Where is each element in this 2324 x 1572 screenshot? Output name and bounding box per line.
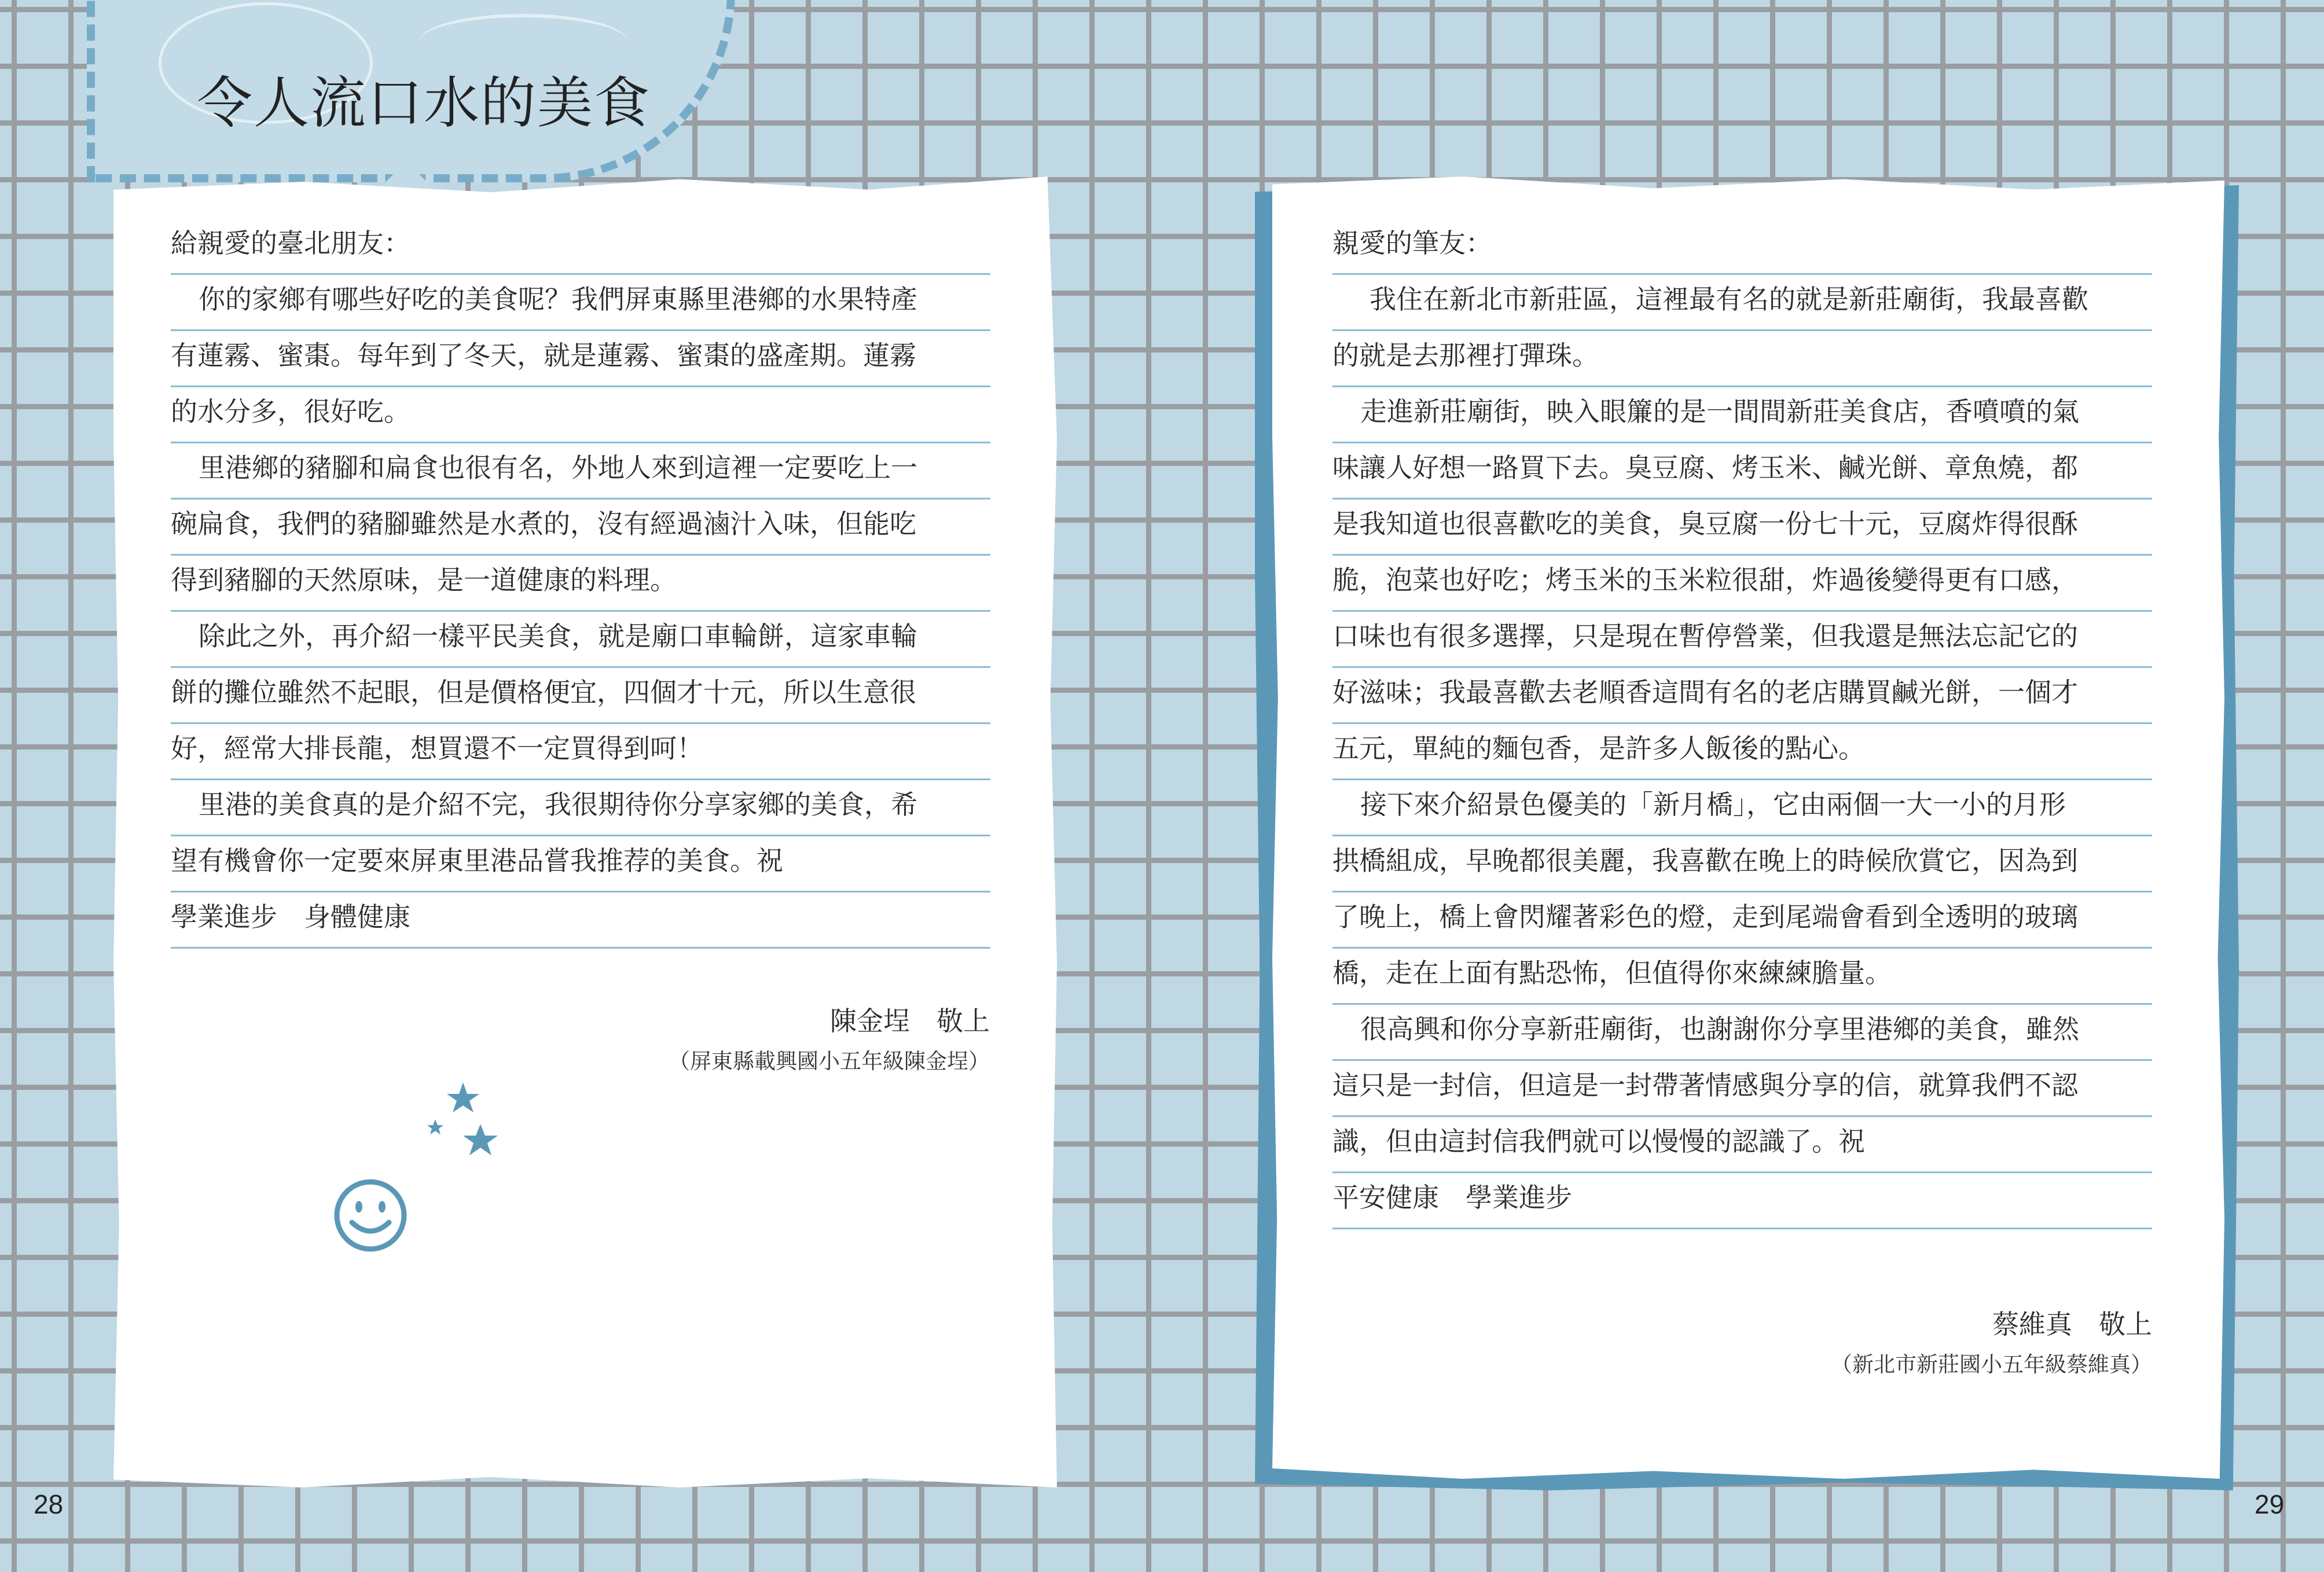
letter-line: 好，經常大排長龍，想買還不一定買得到呵！ bbox=[171, 724, 990, 780]
letter-line: 很高興和你分享新莊廟街，也謝謝你分享里港鄉的美食，雖然 bbox=[1332, 1005, 2152, 1061]
letter-line: 里港的美食真的是介紹不完，我很期待你分享家鄉的美食，希 bbox=[171, 780, 990, 836]
letter-line: 接下來介紹景色優美的「新月橋」，它由兩個一大一小的月形 bbox=[1332, 780, 2152, 836]
letter-line: 里港鄉的豬腳和扁食也很有名，外地人來到這裡一定要吃上一 bbox=[171, 443, 990, 499]
left-letter bbox=[171, 219, 990, 949]
letter-line: 望有機會你一定要來屏東里港品嘗我推荐的美食。祝 bbox=[171, 836, 990, 892]
page-number-left: 28 bbox=[34, 1489, 64, 1519]
letter-line: 學業進步 身體健康 bbox=[171, 892, 990, 949]
right-school-note: （新北市新莊國小五年級蔡維真） bbox=[1831, 1352, 2152, 1377]
right-signature: 蔡維真 敬上 bbox=[1992, 1309, 2152, 1340]
letter-line: 好滋味；我最喜歡去老順香這間有名的老店購買鹹光餅，一個才 bbox=[1332, 668, 2152, 724]
smiley-doodle-icon bbox=[330, 1175, 411, 1256]
letter-line: 給親愛的臺北朋友： bbox=[171, 219, 990, 275]
left-school-note: （屏東縣載興國小五年級陳金埕） bbox=[669, 1049, 990, 1074]
letter-line: 脆，泡菜也好吃；烤玉米的玉米粒很甜，炸過後變得更有口感， bbox=[1332, 556, 2152, 612]
letter-line: 我住在新北市新莊區，這裡最有名的就是新莊廟街，我最喜歡 bbox=[1332, 275, 2152, 331]
letter-line: 得到豬腳的天然原味，是一道健康的料理。 bbox=[171, 556, 990, 612]
left-signature: 陳金埕 敬上 bbox=[830, 1005, 990, 1037]
letter-line: 拱橋組成，早晚都很美麗，我喜歡在晚上的時候欣賞它，因為到 bbox=[1332, 836, 2152, 892]
letter-line: 餅的攤位雖然不起眼，但是價格便宜，四個才十元，所以生意很 bbox=[171, 668, 990, 724]
letter-line: 味讓人好想一路買下去。臭豆腐、烤玉米、鹹光餅、章魚燒，都 bbox=[1332, 443, 2152, 499]
page-number-right: 29 bbox=[2255, 1489, 2285, 1519]
letter-line: 是我知道也很喜歡吃的美食，臭豆腐一份七十元，豆腐炸得很酥 bbox=[1332, 499, 2152, 556]
page-title: 令人流口水的美食 bbox=[197, 71, 651, 135]
letter-line: 除此之外，再介紹一樣平民美食，就是廟口車輪餅，這家車輪 bbox=[171, 612, 990, 668]
letter-line: 五元，單純的麵包香，是許多人飯後的點心。 bbox=[1332, 724, 2152, 780]
letter-line: 親愛的筆友： bbox=[1332, 219, 2152, 275]
letter-line: 平安健康 學業進步 bbox=[1332, 1173, 2152, 1229]
letter-line: 了晚上，橋上會閃耀著彩色的燈，走到尾端會看到全透明的玻璃 bbox=[1332, 892, 2152, 949]
right-letter bbox=[1332, 219, 2152, 1229]
letter-line: 橋，走在上面有點恐怖，但值得你來練練膽量。 bbox=[1332, 949, 2152, 1005]
letter-line: 的水分多，很好吃。 bbox=[171, 387, 990, 443]
letter-line: 碗扁食，我們的豬腳雖然是水煮的，沒有經過滷汁入味，但能吃 bbox=[171, 499, 990, 556]
letter-line: 你的家鄉有哪些好吃的美食呢？我們屏東縣里港鄉的水果特產 bbox=[171, 275, 990, 331]
letter-line: 識，但由這封信我們就可以慢慢的認識了。祝 bbox=[1332, 1117, 2152, 1173]
letter-line: 這只是一封信，但這是一封帶著情感與分享的信，就算我們不認 bbox=[1332, 1061, 2152, 1117]
letter-line: 的就是去那裡打彈珠。 bbox=[1332, 331, 2152, 387]
letter-line: 走進新莊廟街，映入眼簾的是一間間新莊美食店，香噴噴的氣 bbox=[1332, 387, 2152, 443]
letter-line: 有蓮霧、蜜棗。每年到了冬天，就是蓮霧、蜜棗的盛產期。蓮霧 bbox=[171, 331, 990, 387]
star-doodle-icon bbox=[423, 1077, 504, 1169]
letter-line: 口味也有很多選擇，只是現在暫停營業，但我還是無法忘記它的 bbox=[1332, 612, 2152, 668]
